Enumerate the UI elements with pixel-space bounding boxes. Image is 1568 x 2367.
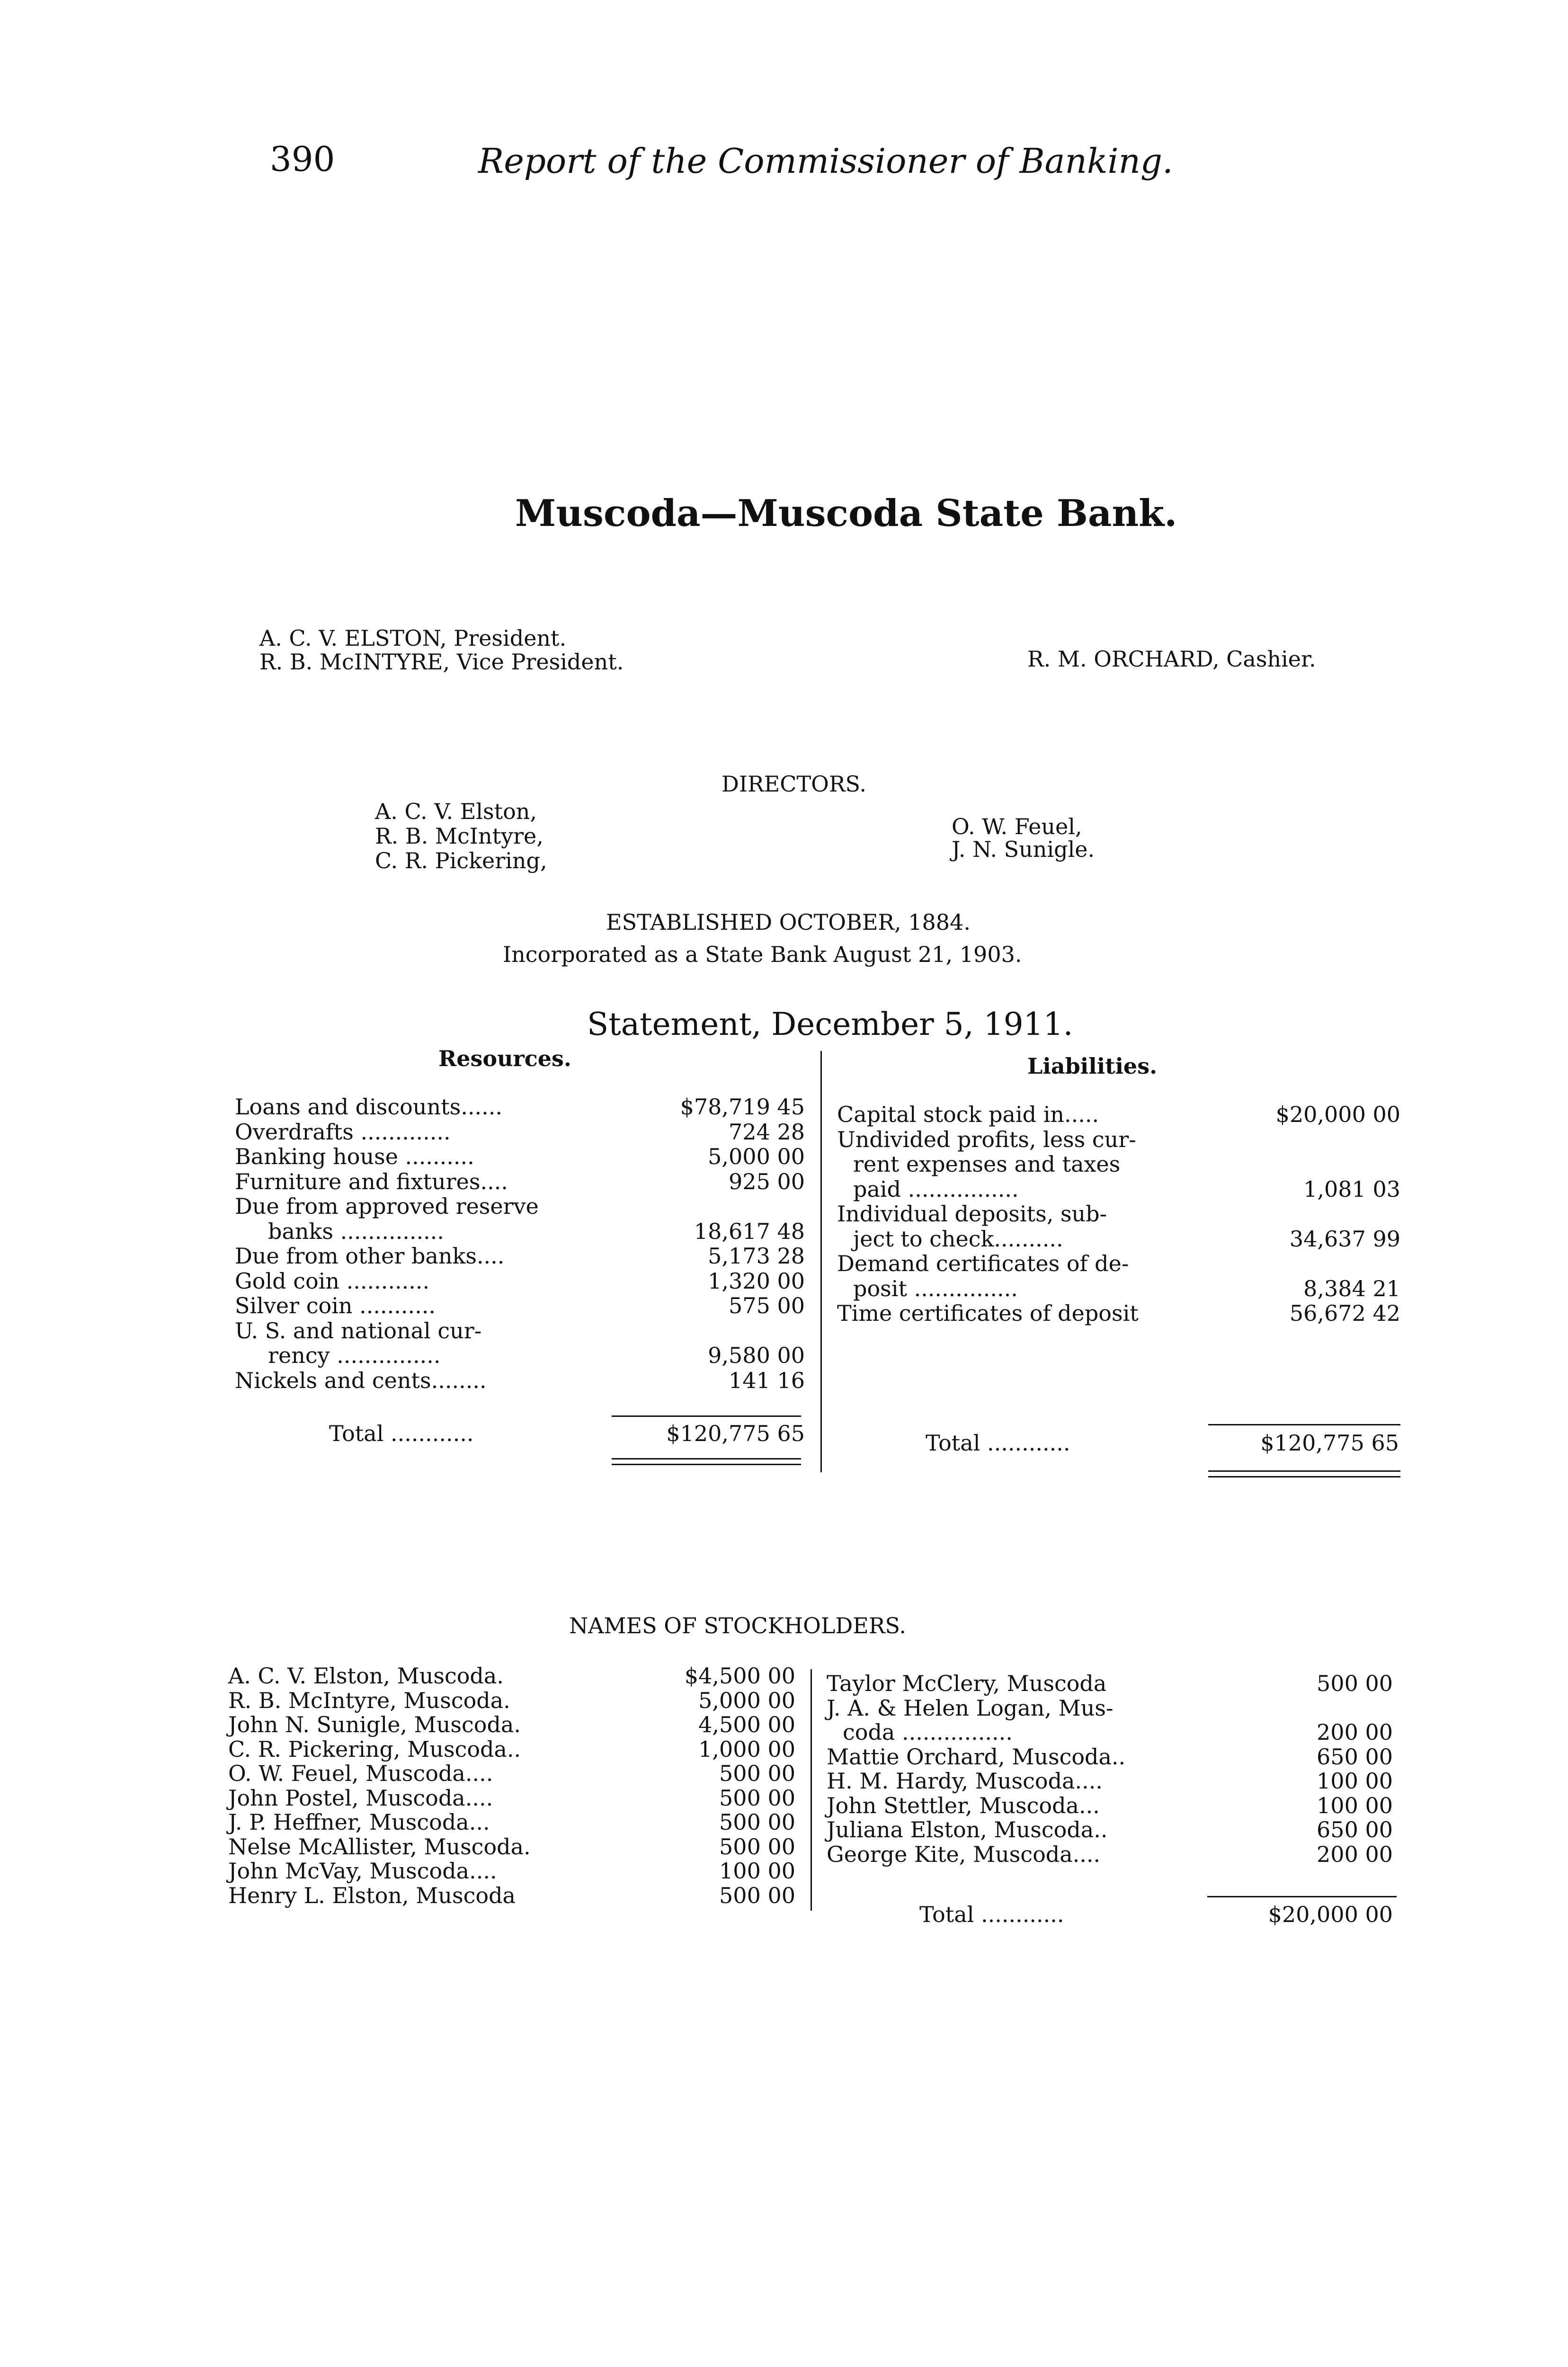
liability-row xyxy=(837,1177,1400,1201)
running-title: Report of the Commissioner of Banking. xyxy=(478,141,1173,181)
stockholder-row-amount: 500 00 xyxy=(719,1761,795,1786)
resource-row-label: Furniture and fixtures.... xyxy=(235,1168,508,1194)
resource-row-label: Loans and discounts...... xyxy=(235,1094,502,1120)
established-line: ESTABLISHED OCTOBER, 1884. xyxy=(606,909,971,935)
resource-row xyxy=(235,1169,805,1194)
liability-row xyxy=(837,1251,1400,1276)
liability-row-amount: 1,081 03 xyxy=(1303,1176,1400,1202)
resources-total-row xyxy=(303,1421,805,1446)
resource-row xyxy=(235,1144,805,1169)
stockholder-row-label: John McVay, Muscoda.... xyxy=(228,1858,497,1884)
liability-row xyxy=(837,1127,1400,1152)
resource-row-label: Nickels and cents........ xyxy=(235,1367,487,1393)
stockholder-row-amount: 500 00 xyxy=(719,1833,795,1860)
stockholder-row xyxy=(827,1793,1393,1818)
stockholder-row-amount: 650 00 xyxy=(1317,1817,1393,1842)
resource-row xyxy=(235,1269,805,1293)
resource-row-amount: 5,000 00 xyxy=(708,1144,805,1169)
resource-row-label: U. S. and national cur- xyxy=(235,1317,482,1344)
officer-president: A. C. V. ELSTON, President. xyxy=(259,625,567,651)
stockholder-row xyxy=(228,1859,795,1883)
liabilities-total-row xyxy=(926,1431,1399,1455)
resource-row-amount: 5,173 28 xyxy=(708,1243,805,1269)
resource-row-label: Overdrafts ............. xyxy=(235,1119,451,1145)
liability-row xyxy=(837,1301,1400,1326)
incorporated-line: Incorporated as a State Bank August 21, 1903. xyxy=(503,942,1022,967)
stockholder-row-label: Nelse McAllister, Muscoda. xyxy=(228,1833,531,1860)
stockholder-row-label: C. R. Pickering, Muscoda.. xyxy=(228,1736,521,1762)
resource-row-amount: 1,320 00 xyxy=(708,1268,805,1294)
stockholder-row-amount: 650 00 xyxy=(1317,1744,1393,1770)
resource-row-amount: 18,617 48 xyxy=(694,1218,805,1244)
resource-row-label: banks ............... xyxy=(268,1218,444,1244)
resource-row xyxy=(235,1293,805,1318)
resource-row-amount: 141 16 xyxy=(729,1367,805,1393)
stockholder-row-amount: 200 00 xyxy=(1317,1719,1393,1745)
stockholder-row-amount: 100 00 xyxy=(1317,1792,1393,1818)
director-right-2: J. N. Sunigle. xyxy=(952,836,1095,862)
officer-cashier: R. M. ORCHARD, Cashier. xyxy=(1027,646,1316,672)
stockholder-row xyxy=(228,1834,795,1859)
stockholders-total-amount: $20,000 00 xyxy=(1268,1902,1393,1927)
liability-row-label: Undivided profits, less cur- xyxy=(837,1126,1136,1152)
stockholder-row-label: Mattie Orchard, Muscoda.. xyxy=(827,1744,1126,1770)
resource-row xyxy=(235,1368,805,1393)
stockholder-row-amount: 100 00 xyxy=(719,1858,795,1884)
liabilities-total-rule xyxy=(1208,1424,1400,1425)
resource-row-label: Banking house .......... xyxy=(235,1144,474,1169)
stockholder-row xyxy=(827,1769,1393,1793)
director-left-2: R. B. McIntyre, xyxy=(375,823,543,849)
resource-row-amount: 575 00 xyxy=(729,1293,805,1318)
resource-row-amount: 9,580 00 xyxy=(708,1343,805,1368)
stockholder-row-amount: $4,500 00 xyxy=(684,1663,795,1689)
liability-row-label: posit ............... xyxy=(853,1275,1018,1301)
liability-row-label: Individual deposits, sub- xyxy=(837,1201,1107,1227)
stockholder-row xyxy=(228,1883,795,1908)
resources-double-rule xyxy=(612,1458,801,1465)
liability-row xyxy=(837,1276,1400,1301)
stockholder-row xyxy=(827,1720,1393,1744)
stockholder-row xyxy=(228,1786,795,1810)
stockholders-divider xyxy=(811,1669,812,1911)
liability-row xyxy=(837,1152,1400,1176)
resource-row-amount: $78,719 45 xyxy=(680,1094,805,1120)
resource-row xyxy=(235,1095,805,1119)
statement-title: Statement, December 5, 1911. xyxy=(587,1006,1073,1042)
stockholder-row-label: Taylor McClery, Muscoda xyxy=(827,1671,1107,1696)
stockholder-row-label: George Kite, Muscoda.... xyxy=(827,1841,1101,1867)
resource-row xyxy=(235,1219,805,1244)
resource-row xyxy=(235,1194,805,1219)
liability-row xyxy=(837,1201,1400,1226)
liability-row-label: Time certificates of deposit xyxy=(837,1300,1139,1326)
liability-row-amount: $20,000 00 xyxy=(1275,1102,1400,1127)
stockholder-row-amount: 200 00 xyxy=(1317,1841,1393,1867)
resource-row-label: rency ............... xyxy=(268,1343,441,1368)
stockholder-row-label: Henry L. Elston, Muscoda xyxy=(228,1882,516,1908)
stockholder-row-amount: 500 00 xyxy=(719,1785,795,1811)
page-number: 390 xyxy=(270,139,335,179)
stockholders-heading: NAMES OF STOCKHOLDERS. xyxy=(569,1613,906,1638)
liabilities-heading: Liabilities. xyxy=(1027,1053,1158,1079)
resources-total-rule xyxy=(612,1415,801,1417)
stockholder-row-amount: 5,000 00 xyxy=(698,1687,795,1713)
stockholder-row-label: J. P. Heffner, Muscoda... xyxy=(228,1809,490,1835)
resource-row-amount: 925 00 xyxy=(729,1168,805,1194)
resource-row-label: Gold coin ............ xyxy=(235,1268,430,1294)
stockholder-row-label: John Stettler, Muscoda... xyxy=(827,1792,1100,1818)
resource-row xyxy=(235,1244,805,1268)
stockholder-row xyxy=(228,1761,795,1786)
director-left-3: C. R. Pickering, xyxy=(375,848,547,873)
liability-row-label: Demand certificates of de- xyxy=(837,1251,1129,1276)
director-right-1: O. W. Feuel, xyxy=(952,814,1082,839)
resources-heading: Resources. xyxy=(438,1046,571,1071)
liability-row-amount: 56,672 42 xyxy=(1289,1300,1400,1326)
stockholder-row-label: H. M. Hardy, Muscoda.... xyxy=(827,1768,1103,1794)
liability-row-amount: 8,384 21 xyxy=(1303,1275,1400,1301)
stockholder-row-amount: 500 00 xyxy=(719,1882,795,1908)
resources-total-amount: $120,775 65 xyxy=(666,1421,805,1446)
stockholder-row xyxy=(228,1712,795,1737)
stockholder-row-label: coda ................ xyxy=(843,1719,1013,1745)
stockholder-row xyxy=(827,1744,1393,1769)
stockholders-total-label: Total ............ xyxy=(919,1902,1064,1927)
statement-divider xyxy=(820,1051,822,1472)
resources-total-label: Total ............ xyxy=(329,1421,474,1446)
stockholder-row-amount: 4,500 00 xyxy=(698,1712,795,1737)
stockholder-row xyxy=(228,1688,795,1713)
resource-row-amount: 724 28 xyxy=(729,1119,805,1145)
stockholder-row-label: A. C. V. Elston, Muscoda. xyxy=(228,1663,504,1689)
resource-row-label: Silver coin ........... xyxy=(235,1293,436,1318)
liability-row xyxy=(837,1227,1400,1251)
liability-row xyxy=(837,1102,1400,1127)
stockholder-row xyxy=(827,1671,1393,1696)
bank-title: Muscoda—Muscoda State Bank. xyxy=(515,492,1177,535)
stockholder-row xyxy=(827,1817,1393,1842)
resource-row-label: Due from approved reserve xyxy=(235,1193,539,1219)
stockholders-total-rule xyxy=(1207,1896,1397,1897)
stockholders-total-row xyxy=(919,1902,1393,1927)
stockholder-row-amount: 500 00 xyxy=(719,1809,795,1835)
stockholder-row-label: R. B. McIntyre, Muscoda. xyxy=(228,1687,510,1713)
resource-row xyxy=(235,1318,805,1343)
liability-row-label: Capital stock paid in..... xyxy=(837,1102,1099,1127)
stockholder-row-label: John Postel, Muscoda.... xyxy=(228,1785,493,1811)
stockholder-row-amount: 1,000 00 xyxy=(698,1736,795,1762)
resource-row xyxy=(235,1120,805,1144)
stockholder-row-label: Juliana Elston, Muscoda.. xyxy=(827,1817,1108,1842)
directors-heading: DIRECTORS. xyxy=(722,771,866,797)
stockholder-row-label: J. A. & Helen Logan, Mus- xyxy=(827,1695,1114,1721)
stockholder-row-amount: 500 00 xyxy=(1317,1671,1393,1696)
stockholder-row xyxy=(228,1810,795,1834)
liabilities-double-rule xyxy=(1208,1470,1400,1477)
liability-row-label: rent expenses and taxes xyxy=(853,1151,1121,1177)
stockholder-row-label: O. W. Feuel, Muscoda.... xyxy=(228,1761,493,1786)
stockholder-row xyxy=(228,1664,795,1688)
resource-row xyxy=(235,1343,805,1368)
resource-row-label: Due from other banks.... xyxy=(235,1243,505,1269)
liabilities-total-label: Total ............ xyxy=(926,1430,1070,1456)
director-left-1: A. C. V. Elston, xyxy=(375,799,537,824)
officer-vice-president: R. B. McINTYRE, Vice President. xyxy=(259,649,624,675)
liability-row-amount: 34,637 99 xyxy=(1289,1226,1400,1252)
liability-row-label: ject to check.......... xyxy=(853,1226,1063,1252)
stockholder-row xyxy=(827,1696,1393,1720)
stockholder-row-label: John N. Sunigle, Muscoda. xyxy=(228,1712,521,1737)
stockholder-row-amount: 100 00 xyxy=(1317,1768,1393,1794)
stockholder-row xyxy=(228,1737,795,1762)
stockholder-row xyxy=(827,1842,1393,1867)
liability-row-label: paid ................ xyxy=(853,1176,1019,1202)
liabilities-total-amount: $120,775 65 xyxy=(1260,1430,1399,1456)
